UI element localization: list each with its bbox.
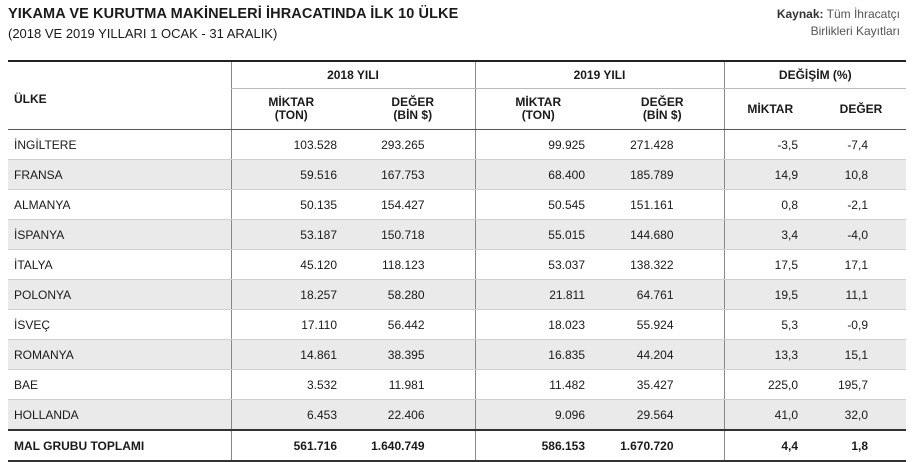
cell-deger-2018: 118.123 — [351, 250, 475, 280]
col-header-miktar-2018-line1: MİKTAR — [268, 95, 315, 109]
col-header-deger-2019 — [601, 89, 724, 130]
table-row — [8, 400, 906, 431]
cell-deger-2019: 138.322 — [601, 250, 724, 280]
cell-deger-2018: 11.981 — [351, 370, 475, 400]
cell-change-deger: 17,1 — [816, 250, 906, 280]
cell-change-deger: 195,7 — [816, 370, 906, 400]
cell-miktar-2019: 11.482 — [475, 370, 601, 400]
table-row — [8, 370, 906, 400]
cell-miktar-2019: 586.153 — [475, 430, 601, 461]
country-cell: ALMANYA — [8, 190, 231, 220]
cell-miktar-2019: 16.835 — [475, 340, 601, 370]
col-header-miktar-2019-line1: MİKTAR — [515, 95, 562, 109]
cell-miktar-2019: 99.925 — [475, 130, 601, 160]
header-row-groups — [8, 61, 906, 89]
cell-change-miktar: 3,4 — [724, 220, 816, 250]
col-header-deger-2018 — [351, 89, 475, 130]
cell-change-deger: -0,9 — [816, 310, 906, 340]
table-row — [8, 310, 906, 340]
country-cell: MAL GRUBU TOPLAMI — [8, 430, 231, 461]
cell-miktar-2018: 561.716 — [231, 430, 351, 461]
col-header-miktar-2019 — [475, 89, 601, 130]
cell-change-miktar: 5,3 — [724, 310, 816, 340]
country-cell: FRANSA — [8, 160, 231, 190]
cell-change-deger: 32,0 — [816, 400, 906, 431]
country-cell: HOLLANDA — [8, 400, 231, 431]
country-cell: ROMANYA — [8, 340, 231, 370]
total-row — [8, 430, 906, 461]
col-header-miktar-2019-line2: (TON) — [521, 108, 555, 122]
table-row — [8, 220, 906, 250]
cell-miktar-2018: 103.528 — [231, 130, 351, 160]
table-row — [8, 250, 906, 280]
cell-change-miktar: 17,5 — [724, 250, 816, 280]
table-body — [8, 130, 906, 462]
cell-change-miktar: 41,0 — [724, 400, 816, 431]
cell-deger-2019: 44.204 — [601, 340, 724, 370]
cell-change-miktar: 19,5 — [724, 280, 816, 310]
cell-deger-2018: 150.718 — [351, 220, 475, 250]
group-header-change: DEĞİŞİM (%) — [724, 61, 906, 89]
country-cell: BAE — [8, 370, 231, 400]
cell-deger-2019: 35.427 — [601, 370, 724, 400]
cell-miktar-2018: 14.861 — [231, 340, 351, 370]
cell-miktar-2019: 21.811 — [475, 280, 601, 310]
cell-miktar-2018: 17.110 — [231, 310, 351, 340]
group-header-2018: 2018 YILI — [231, 61, 475, 89]
cell-deger-2019: 1.670.720 — [601, 430, 724, 461]
cell-deger-2018: 56.442 — [351, 310, 475, 340]
cell-change-miktar: 0,8 — [724, 190, 816, 220]
cell-deger-2019: 185.789 — [601, 160, 724, 190]
cell-change-miktar: 13,3 — [724, 340, 816, 370]
cell-change-miktar: 4,4 — [724, 430, 816, 461]
source-line-2: Birlikleri Kayıtları — [810, 24, 900, 38]
country-cell: POLONYA — [8, 280, 231, 310]
cell-change-deger: 10,8 — [816, 160, 906, 190]
country-cell: İTALYA — [8, 250, 231, 280]
cell-miktar-2019: 55.015 — [475, 220, 601, 250]
cell-deger-2018: 22.406 — [351, 400, 475, 431]
cell-change-miktar: -3,5 — [724, 130, 816, 160]
cell-change-deger: -2,1 — [816, 190, 906, 220]
cell-miktar-2018: 59.516 — [231, 160, 351, 190]
cell-deger-2018: 167.753 — [351, 160, 475, 190]
cell-miktar-2018: 3.532 — [231, 370, 351, 400]
cell-change-miktar: 14,9 — [724, 160, 816, 190]
cell-deger-2019: 144.680 — [601, 220, 724, 250]
country-cell: İSPANYA — [8, 220, 231, 250]
col-header-deger-2018-line2: (BİN $) — [393, 108, 433, 122]
cell-miktar-2019: 53.037 — [475, 250, 601, 280]
cell-deger-2019: 151.161 — [601, 190, 724, 220]
cell-deger-2019: 271.428 — [601, 130, 724, 160]
cell-change-miktar: 225,0 — [724, 370, 816, 400]
table-row — [8, 340, 906, 370]
cell-miktar-2019: 18.023 — [475, 310, 601, 340]
source-line-1: Tüm İhracatçı — [826, 7, 900, 21]
col-header-deger-2018-line1: DEĞER — [391, 95, 435, 109]
page-subtitle: (2018 VE 2019 YILLARI 1 OCAK - 31 ARALIK) — [8, 26, 278, 41]
cell-change-deger: 1,8 — [816, 430, 906, 461]
cell-deger-2019: 64.761 — [601, 280, 724, 310]
cell-deger-2018: 293.265 — [351, 130, 475, 160]
cell-miktar-2019: 68.400 — [475, 160, 601, 190]
cell-deger-2018: 38.395 — [351, 340, 475, 370]
cell-deger-2019: 29.564 — [601, 400, 724, 431]
source-label: Kaynak: — [776, 7, 824, 21]
cell-deger-2018: 58.280 — [351, 280, 475, 310]
cell-deger-2018: 154.427 — [351, 190, 475, 220]
col-header-change-miktar: MİKTAR — [724, 89, 816, 130]
cell-miktar-2018: 6.453 — [231, 400, 351, 431]
table-row — [8, 160, 906, 190]
cell-change-deger: 15,1 — [816, 340, 906, 370]
cell-miktar-2018: 53.187 — [231, 220, 351, 250]
cell-deger-2018: 1.640.749 — [351, 430, 475, 461]
cell-miktar-2019: 9.096 — [475, 400, 601, 431]
table-row — [8, 280, 906, 310]
cell-change-deger: 11,1 — [816, 280, 906, 310]
cell-miktar-2019: 50.545 — [475, 190, 601, 220]
col-header-deger-2019-line1: DEĞER — [640, 95, 684, 109]
page-title: YIKAMA VE KURUTMA MAKİNELERİ İHRACATINDA İLK 10 ÜLKE — [8, 6, 459, 22]
group-header-2019: 2019 YILI — [475, 61, 724, 89]
table-row — [8, 190, 906, 220]
cell-change-deger: -7,4 — [816, 130, 906, 160]
export-table — [8, 60, 906, 462]
col-header-miktar-2018 — [231, 89, 351, 130]
col-header-deger-2019-line2: (BİN $) — [642, 108, 682, 122]
cell-miktar-2018: 18.257 — [231, 280, 351, 310]
country-cell: İNGİLTERE — [8, 130, 231, 160]
country-column-header: ÜLKE — [8, 61, 231, 130]
col-header-miktar-2018-line2: (TON) — [274, 108, 308, 122]
cell-miktar-2018: 45.120 — [231, 250, 351, 280]
source-note — [777, 6, 900, 40]
cell-miktar-2018: 50.135 — [231, 190, 351, 220]
cell-change-deger: -4,0 — [816, 220, 906, 250]
cell-deger-2019: 55.924 — [601, 310, 724, 340]
table-row — [8, 130, 906, 160]
col-header-change-deger: DEĞER — [816, 89, 906, 130]
country-cell: İSVEÇ — [8, 310, 231, 340]
